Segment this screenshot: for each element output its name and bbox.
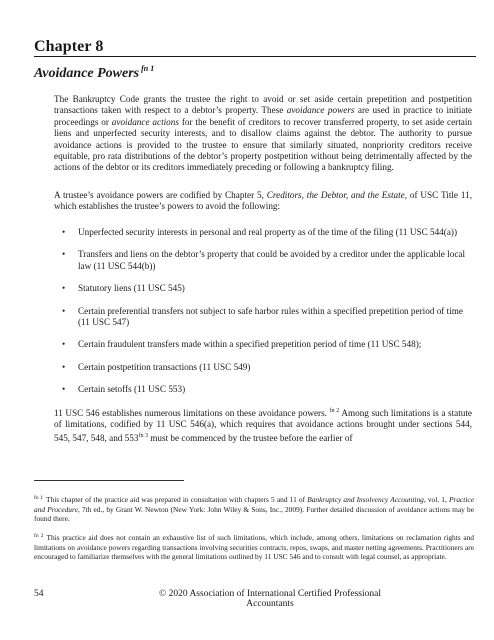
footnote-2 [34,532,474,562]
footnote-text: This practice aid does not contain an exhaustive list of such limitations, which include, among others, limitations on reclamation rights and limitations on avoidance powers regarding transactions involving securities contracts, repos, swaps, and master netting agreements. Practitioners are encouraged to familiarize themselves with the general limitations outlined by 11 USC 546 and to consult with legal counsel, as appropriate. [34,533,474,562]
list-item-text: Certain setoffs (11 USC 553) [78,384,186,395]
chapter-divider [34,56,476,57]
limits-text-2: Among such limitations is a statute of limitations, codified by 11 USC 546(a), which requires that avoidance actions brought under sections 544, 545, 547, 548, and 553 [54,408,473,443]
section-title [34,64,154,82]
intro-text-3: for the benefit of creditors to recover transferred property, to set aside certain liens and unperfected security interests, and to disallow claims against the debtor. The authority to pursue avoidance actions is provided to the trustee to ensure that similarly situated, nonpriority creditors receive equitable, pro rata distributions of the debtor’s property postpetition without being detrimentally affected by the actions of the debtor or its creditors immediately preceding or following a bankruptcy filing. [54,116,472,173]
intro-paragraph [54,94,472,174]
footnote-emphasis: Bankruptcy and Insolvency Accounting [307,495,424,504]
section-title-text: Avoidance Powers [34,66,140,81]
list-item [54,339,472,350]
bullet-icon: • [62,384,66,395]
avoidance-powers-list [54,227,472,407]
list-item [54,227,472,238]
limits-text-3: must be commenced by the trustee before the earlier of [147,432,353,443]
bullet-icon: • [62,283,66,294]
list-item-text: Certain postpetition transactions (11 USC 549) [78,361,251,372]
bullet-icon: • [62,305,66,316]
section-footnote-link[interactable]: fn 1 [141,64,155,73]
footnote-emphasis: Practice and Procedure [34,495,474,514]
codified-paragraph [54,190,472,213]
codified-text-2: , of USC Title 11, which establishes the trustee’s powers to avoid the following: [54,190,472,212]
list-item-text: Statutory liens (11 USC 545) [78,283,185,294]
footnote-link-fn3[interactable]: fn 3 [138,432,148,439]
list-item [54,283,472,294]
list-item-text: Certain fraudulent transfers made within a specified prepetition period of time (11 USC 548); [78,339,422,350]
bullet-icon: • [62,339,66,350]
intro-emphasis-1: avoidance powers [286,105,355,116]
list-item [54,384,472,395]
footnote-mark: fn 1 [34,495,43,501]
copyright-notice: © 2020 Association of International Certified Professional Accountants [159,589,381,609]
list-item [54,362,472,373]
intro-text-1: The Bankruptcy Code grants the trustee the right to avoid or set aside certain prepetition and postpetition transactions taken with respect to a debtor’s property. These [54,94,472,116]
footnote-1 [34,494,474,524]
limits-text-1: 11 USC 546 establishes numerous limitations on these avoidance powers. [54,408,327,418]
footnote-text: , vol. 1, [423,495,449,504]
list-item-text: Unperfected security interests in personal and real property as of the time of the filing (11 USC 544(a)) [78,227,458,237]
footnote-link-fn2[interactable]: fn 2 [329,408,340,414]
chapter-heading: Chapter 8 [34,38,104,55]
intro-text-2: are used in practice to initiate proceedings or [54,105,472,127]
list-item [54,249,472,272]
limitations-paragraph [54,406,472,444]
footnote-text: , 7th ed., by Grant W. Newton (New York: John Wiley & Sons, Inc., 2009). Further detailed discussion of avoidance actions may be found there. [34,504,475,524]
codified-emphasis: Creditors, the Debtor, and the Estate [266,190,405,200]
bullet-icon: • [62,361,66,372]
page-number: 54 [34,589,44,599]
list-item [54,306,472,329]
codified-text-1: A trustee’s avoidance powers are codified by Chapter 5, [54,190,267,200]
list-item-text: Certain preferential transfers not subject to safe harbor rules within a specified prepetition period of time (11 USC 547) [78,305,463,328]
intro-emphasis-2: avoidance actions [111,116,179,127]
footnote-divider [34,480,184,481]
footnote-mark: fn 2 [34,533,44,539]
bullet-icon: • [62,227,66,237]
list-item-text: Transfers and liens on the debtor’s property that could be avoided by a creditor under the applicable local law (11 USC 544(b)) [78,249,466,271]
bullet-icon: • [62,249,66,260]
footnote-text: This chapter of the practice aid was prepared in consultation with chapters 5 and 11 of [46,495,308,504]
